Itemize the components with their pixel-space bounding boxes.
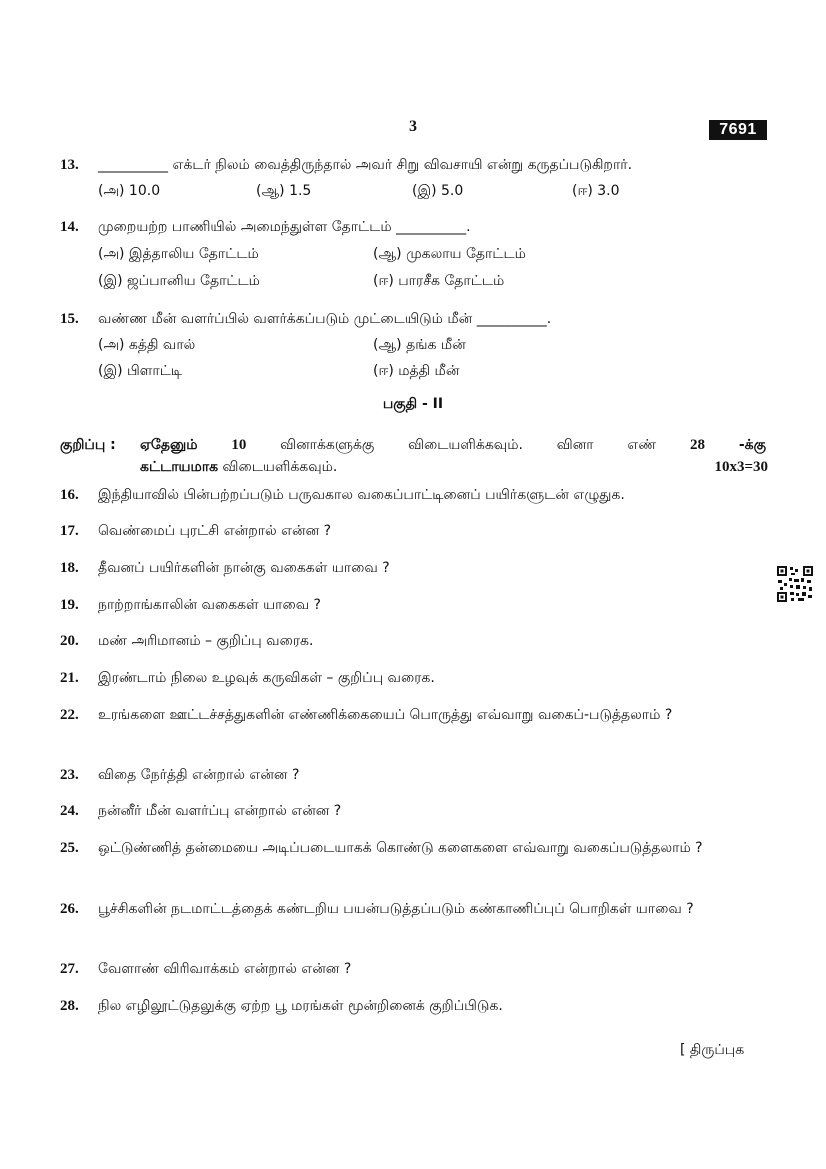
- note-compulsory: கட்டாயமாக: [140, 459, 219, 475]
- note-label: குறிப்பு :: [60, 437, 116, 453]
- question-number: 19.: [60, 597, 79, 613]
- question-number: 24.: [60, 803, 79, 819]
- section-title: பகுதி - II: [382, 396, 444, 412]
- question-text: வெண்மைப் புரட்சி என்றால் என்ன ?: [98, 523, 332, 539]
- page-number: 3: [409, 118, 417, 135]
- question-text: பூச்சிகளின் நடமாட்டத்தைக் கண்டறிய பயன்படுத்தப்படும் கண்காணிப்புப் பொறிகள் யாவை ?: [98, 901, 694, 917]
- question-text: வண்ண மீன் வளர்ப்பில் வளர்க்கப்படும் முட்டையிடும் மீன் __________.: [98, 311, 552, 327]
- marks-scheme: 10x3=30: [714, 459, 768, 475]
- question-number: 20.: [60, 633, 79, 649]
- option-b: (ஆ) 1.5: [256, 183, 312, 199]
- option-c: (இ) பிளாட்டி: [98, 363, 182, 379]
- option-a: (அ) 10.0: [98, 183, 161, 199]
- question-text: இந்தியாவில் பின்பற்றப்படும் பருவகால வகைப்பாட்டினைப் பயிர்களுடன் எழுதுக.: [98, 487, 625, 503]
- question-number: 14.: [60, 219, 79, 235]
- option-b: (ஆ) முகலாய தோட்டம்: [373, 246, 526, 262]
- question-number: 27.: [60, 961, 79, 977]
- question-text: நாற்றாங்காலின் வகைகள் யாவை ?: [98, 597, 321, 613]
- option-d: (ஈ) 3.0: [572, 183, 620, 199]
- note-count: 10: [231, 437, 247, 453]
- option-a: (அ) இத்தாலிய தோட்டம்: [98, 246, 259, 262]
- question-text: நில எழிலூட்டுதலுக்கு ஏற்ற பூ மரங்கள் மூன்றினைக் குறிப்பிடுக.: [98, 998, 503, 1014]
- note-answer: விடையளிக்கவும்.: [222, 459, 338, 475]
- option-d: (ஈ) மத்தி மீன்: [373, 363, 460, 379]
- question-number: 16.: [60, 487, 79, 503]
- paper-code-badge: 7691: [709, 120, 767, 140]
- question-text: வேளாண் விரிவாக்கம் என்றால் என்ன ?: [98, 961, 352, 977]
- question-text: இரண்டாம் நிலை உழவுக் கருவிகள் – குறிப்பு வரைக.: [98, 670, 435, 686]
- question-text: உரங்களை ஊட்டச்சத்துகளின் எண்ணிக்கையைப் பொருத்து எவ்வாறு வகைப்-படுத்தலாம் ?: [98, 707, 673, 723]
- question-text: முறையற்ற பாணியில் அமைந்துள்ள தோட்டம் __________.: [98, 219, 471, 235]
- question-text: ஒட்டுண்ணித் தன்மையை அடிப்படையாகக் கொண்டு களைகளை எவ்வாறு வகைப்படுத்தலாம் ?: [98, 840, 703, 856]
- question-number: 15.: [60, 311, 79, 327]
- note-line-2: [140, 456, 337, 478]
- note-any: ஏதேனும்: [140, 437, 198, 453]
- option-d: (ஈ) பாரசீக தோட்டம்: [373, 273, 505, 289]
- question-number: 18.: [60, 560, 79, 576]
- question-number: 28.: [60, 998, 79, 1014]
- question-number: 25.: [60, 840, 79, 856]
- question-text: மண் அரிமானம் – குறிப்பு வரைக.: [98, 633, 314, 649]
- question-text: __________ எக்டர் நிலம் வைத்திருந்தால் அவர் சிறு விவசாயி என்று கருதப்படுகிறார்.: [98, 157, 633, 173]
- note-text: வினாக்களுக்கு விடையளிக்கவும். வினா எண்: [280, 437, 657, 453]
- question-text: விதை நேர்த்தி என்றால் என்ன ?: [98, 767, 300, 783]
- option-c: (இ) ஜப்பானிய தோட்டம்: [98, 273, 260, 289]
- option-c: (இ) 5.0: [412, 183, 464, 199]
- note-line-1: [140, 434, 766, 456]
- question-number: 23.: [60, 767, 79, 783]
- question-number: 26.: [60, 901, 79, 917]
- question-number: 21.: [60, 670, 79, 686]
- question-number: 22.: [60, 707, 79, 723]
- turn-over-note: [ திருப்புக: [680, 1042, 745, 1058]
- option-a: (அ) கத்தி வால்: [98, 337, 196, 353]
- question-number: 13.: [60, 157, 79, 173]
- note-suffix: -க்கு: [738, 437, 766, 453]
- note-compulsory-number: 28: [690, 437, 706, 453]
- question-text: நன்னீர் மீன் வளர்ப்பு என்றால் என்ன ?: [98, 803, 342, 819]
- question-text: தீவனப் பயிர்களின் நான்கு வகைகள் யாவை ?: [98, 560, 390, 576]
- question-number: 17.: [60, 523, 79, 539]
- option-b: (ஆ) தங்க மீன்: [373, 337, 466, 353]
- qr-code-icon: [776, 565, 814, 603]
